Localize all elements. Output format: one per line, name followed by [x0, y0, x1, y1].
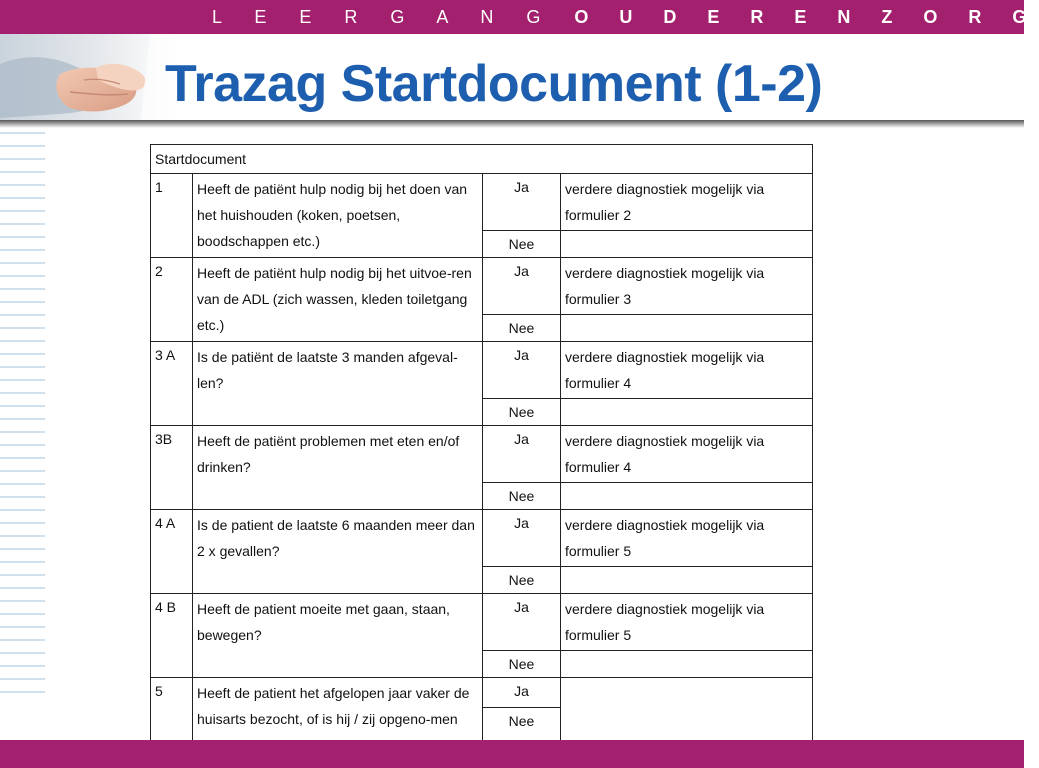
answer-yes: Ja: [483, 426, 561, 483]
answer-no: Nee: [483, 231, 561, 258]
row-question: Is de patiënt de laatste 3 manden afgeval-len?: [193, 342, 483, 426]
startdocument-table: [150, 144, 813, 761]
row-number: 5: [151, 678, 193, 761]
no-note: [561, 567, 813, 594]
answer-no: Nee: [483, 399, 561, 426]
no-note: [561, 231, 813, 258]
answer-yes: Ja: [483, 510, 561, 567]
row-question: Heeft de patiënt hulp nodig bij het uitvoe-ren van de ADL (zich wassen, kleden toiletgang etc.): [193, 258, 483, 342]
row-number: 3 A: [151, 342, 193, 426]
table-row: [151, 174, 813, 231]
answer-no: Nee: [483, 483, 561, 510]
row-number: 2: [151, 258, 193, 342]
row-question: Heeft de patient het afgelopen jaar vaker de huisarts bezocht, of is hij / zij opgeno-men: [193, 678, 483, 761]
row-number: 3B: [151, 426, 193, 510]
row-question: Heeft de patiënt problemen met eten en/of drinken?: [193, 426, 483, 510]
table-row: [151, 258, 813, 315]
row-number: 1: [151, 174, 193, 258]
row-question: Is de patient de laatste 6 maanden meer dan 2 x gevallen?: [193, 510, 483, 594]
no-note: [561, 483, 813, 510]
answer-yes: Ja: [483, 678, 561, 708]
answer-yes: Ja: [483, 594, 561, 651]
row-number: 4 A: [151, 510, 193, 594]
row-question: Heeft de patient moeite met gaan, staan, bewegen?: [193, 594, 483, 678]
yes-note: verdere diagnostiek mogelijk via formulier 4: [561, 342, 813, 399]
page-title: Trazag Startdocument (1-2): [165, 55, 823, 113]
yes-note: verdere diagnostiek mogelijk via formulier 4: [561, 426, 813, 483]
hands-illustration: [0, 34, 180, 126]
yes-note: verdere diagnostiek mogelijk via formulier 5: [561, 594, 813, 651]
table-heading-row: [151, 145, 813, 174]
caring-hands-photo: [0, 34, 180, 126]
header-divider: [0, 120, 1024, 130]
table-row: [151, 510, 813, 567]
answer-yes: Ja: [483, 258, 561, 315]
answer-no: Nee: [483, 567, 561, 594]
yes-note: verdere diagnostiek mogelijk via formulier 2: [561, 174, 813, 231]
bottom-brand-bar: [0, 740, 1024, 768]
startdocument-scan: [150, 144, 812, 736]
table-row: [151, 678, 813, 708]
brand-text: [212, 7, 1039, 27]
row-question: Heeft de patiënt hulp nodig bij het doen van het huishouden (koken, poetsen, boodschappen etc.): [193, 174, 483, 258]
table-row: [151, 594, 813, 651]
table-row: [151, 426, 813, 483]
yes-note: verdere diagnostiek mogelijk via formulier 5: [561, 510, 813, 567]
answer-no: Nee: [483, 708, 561, 761]
answer-no: Nee: [483, 651, 561, 678]
answer-yes: Ja: [483, 174, 561, 231]
table-row: [151, 342, 813, 399]
no-note: [561, 651, 813, 678]
no-note: [561, 315, 813, 342]
table-heading: Startdocument: [151, 145, 813, 174]
top-brand-bar: [0, 0, 1039, 34]
answer-yes: Ja: [483, 342, 561, 399]
row-number: 4 B: [151, 594, 193, 678]
ruled-lines-decoration: [0, 133, 45, 695]
brand-light-text: L E E R G A N G: [212, 7, 555, 27]
yes-note: verdere diagnostiek mogelijk via formulier 3: [561, 258, 813, 315]
brand-bold-text: O U D E R E N Z O R G: [574, 7, 1039, 27]
answer-no: Nee: [483, 315, 561, 342]
no-note: [561, 399, 813, 426]
